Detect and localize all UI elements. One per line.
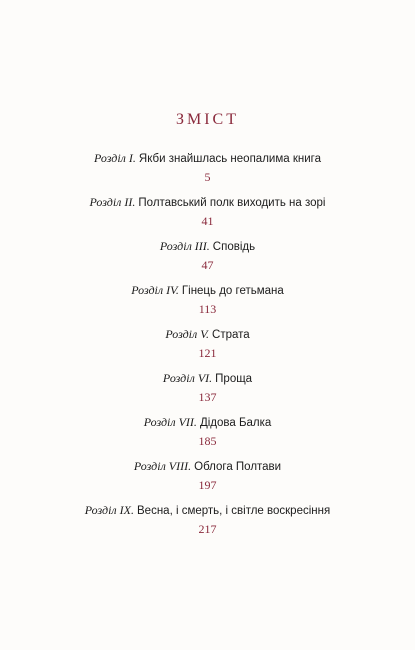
toc-entry-line — [0, 239, 415, 255]
chapter-label: Розділ ІІ. — [89, 195, 136, 209]
chapter-title: Проща — [215, 373, 253, 385]
toc-entry-line — [0, 151, 415, 167]
page-number: 137 — [198, 390, 217, 404]
toc-entry-5 — [0, 327, 415, 371]
toc-entry-4 — [0, 283, 415, 327]
chapter-label: Розділ IV. — [131, 283, 179, 297]
toc-entry-8 — [0, 459, 415, 503]
toc-entry-line — [0, 415, 415, 431]
toc-list — [0, 151, 415, 547]
toc-entry-line — [0, 283, 415, 299]
chapter-title: Облога Полтави — [194, 461, 282, 473]
toc-entry-9 — [0, 503, 415, 547]
toc-entry-line — [0, 459, 415, 475]
chapter-title: Сповідь — [212, 241, 256, 253]
toc-entry-line — [0, 195, 415, 211]
chapter-label: Розділ І. — [94, 151, 136, 165]
toc-entry-line — [0, 503, 415, 519]
chapter-title: Дідова Балка — [199, 417, 272, 429]
chapter-label: Розділ V. — [165, 327, 210, 341]
chapter-label: Розділ VI. — [162, 371, 213, 385]
toc-entry-3 — [0, 239, 415, 283]
chapter-title: Весна, і смерть, і світле воскресіння — [137, 505, 331, 517]
chapter-label: Розділ VII. — [143, 415, 197, 429]
page-number: 113 — [198, 302, 217, 316]
toc-entry-7 — [0, 415, 415, 459]
toc-entry-6 — [0, 371, 415, 415]
toc-entry-line — [0, 327, 415, 343]
page-number: 47 — [201, 258, 214, 272]
page-number: 217 — [198, 522, 217, 536]
page-number: 185 — [198, 434, 217, 448]
chapter-label: Розділ ІІІ. — [159, 239, 210, 253]
page-number: 5 — [204, 170, 211, 184]
toc-heading: ЗМІСТ — [175, 111, 239, 128]
chapter-title: Полтавський полк виходить на зорі — [138, 197, 326, 209]
page-number: 197 — [198, 478, 217, 492]
page-number: 41 — [201, 214, 214, 228]
chapter-label: Розділ IX. — [84, 503, 134, 517]
chapter-title: Страта — [212, 329, 250, 341]
toc-entry-1 — [0, 151, 415, 195]
page-number: 121 — [198, 346, 217, 360]
toc-entry-2 — [0, 195, 415, 239]
chapter-label: Розділ VIII. — [133, 459, 192, 473]
chapter-title: Якби знайшлась неопалима книга — [138, 153, 321, 165]
toc-entry-line — [0, 371, 415, 387]
chapter-title: Гінець до гетьмана — [181, 285, 284, 297]
